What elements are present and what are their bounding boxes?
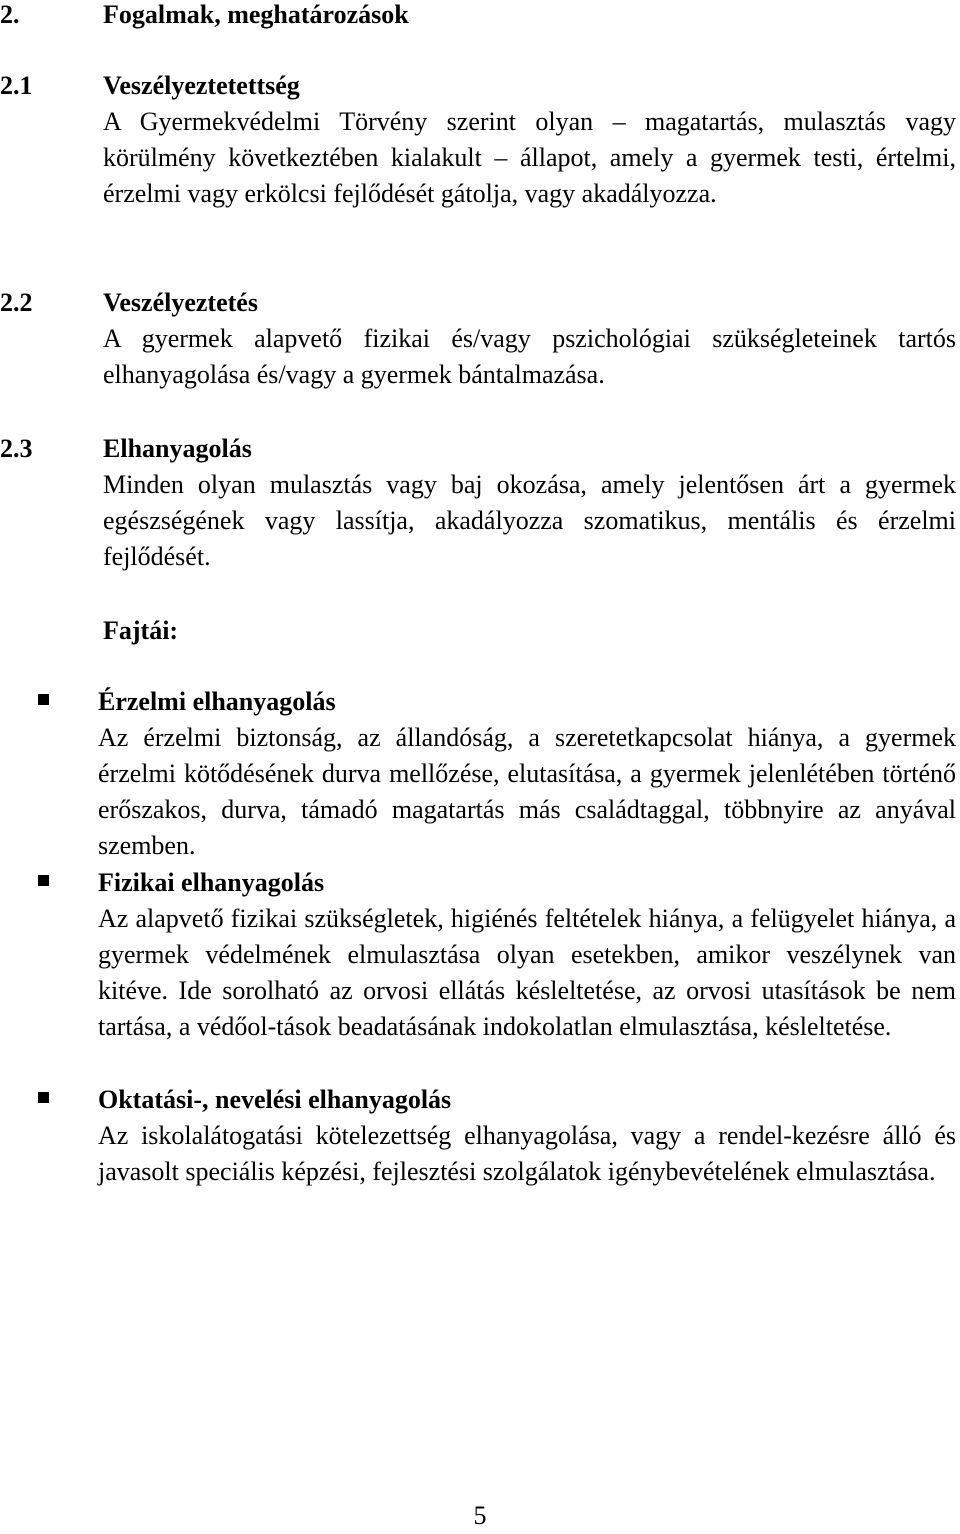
- bullet-icon: [38, 875, 49, 886]
- type-item: [98, 865, 956, 1045]
- type-title: Fizikai elhanyagolás: [98, 868, 325, 897]
- section-number: 2.2: [0, 288, 33, 317]
- type-item: [98, 1082, 956, 1190]
- bullet-icon: [38, 1092, 49, 1103]
- section-body: A gyermek alapvető fizikai és/vagy pszichológiai szükségleteinek tartós elhanyagolása és/vagy a gyermek bántalmazása.: [103, 324, 956, 389]
- chapter-title: Fogalmak, meghatározások: [103, 0, 409, 29]
- type-title: Érzelmi elhanyagolás: [98, 687, 336, 716]
- section-body: A Gyermekvédelmi Törvény szerint olyan – magatartás, mulasztás vagy körülmény következtében kialakult – állapot, amely a gyermek testi, értelmi, érzelmi vagy erkölcsi fejlődését gátolja, vagy akadályozza.: [103, 107, 956, 208]
- bullet-icon: [38, 694, 49, 705]
- section-body: Minden olyan mulasztás vagy baj okozása, amely jelentősen árt a gyermek egészségének vagy lassítja, akadályozza szomatikus, mentális és érzelmi fejlődését.: [103, 470, 956, 571]
- section-number: 2.3: [0, 434, 33, 463]
- type-title: Oktatási-, nevelési elhanyagolás: [98, 1085, 452, 1114]
- chapter-number: 2.: [0, 0, 20, 29]
- section-title: Veszélyeztetés: [103, 288, 258, 317]
- type-body: Az iskolalátogatási kötelezettség elhanyagolása, vagy a rendel-kezésre álló és javasolt speciális képzési, fejlesztési szolgálatok igénybevételének elmulasztása.: [98, 1121, 956, 1186]
- section-title: Elhanyagolás: [103, 434, 252, 463]
- types-label: Fajtái:: [103, 616, 179, 645]
- type-body: Az érzelmi biztonság, az állandóság, a szeretetkapcsolat hiánya, a gyermek érzelmi kötődésének durva mellőzése, elutasítása, a gyermek jelenlétében történő erőszakos, durva, támadó magatartás más családtaggal, többnyire az anyával szemben.: [98, 723, 956, 860]
- section-title: Veszélyeztetettség: [103, 71, 300, 100]
- section-number: 2.1: [0, 71, 33, 100]
- type-item: [98, 684, 956, 864]
- type-body: Az alapvető fizikai szükségletek, higiénés feltételek hiánya, a felügyelet hiánya, a gyermek védelmének elmulasztása olyan esetekben, amikor veszélynek van kitéve. Ide sorolható az orvosi ellátás késleltetése, az orvosi utasítások be nem tartása, a védőol-tások beadatásának indokolatlan elmulasztása, késleltetése.: [98, 904, 956, 1041]
- page-number: 5: [473, 1501, 487, 1530]
